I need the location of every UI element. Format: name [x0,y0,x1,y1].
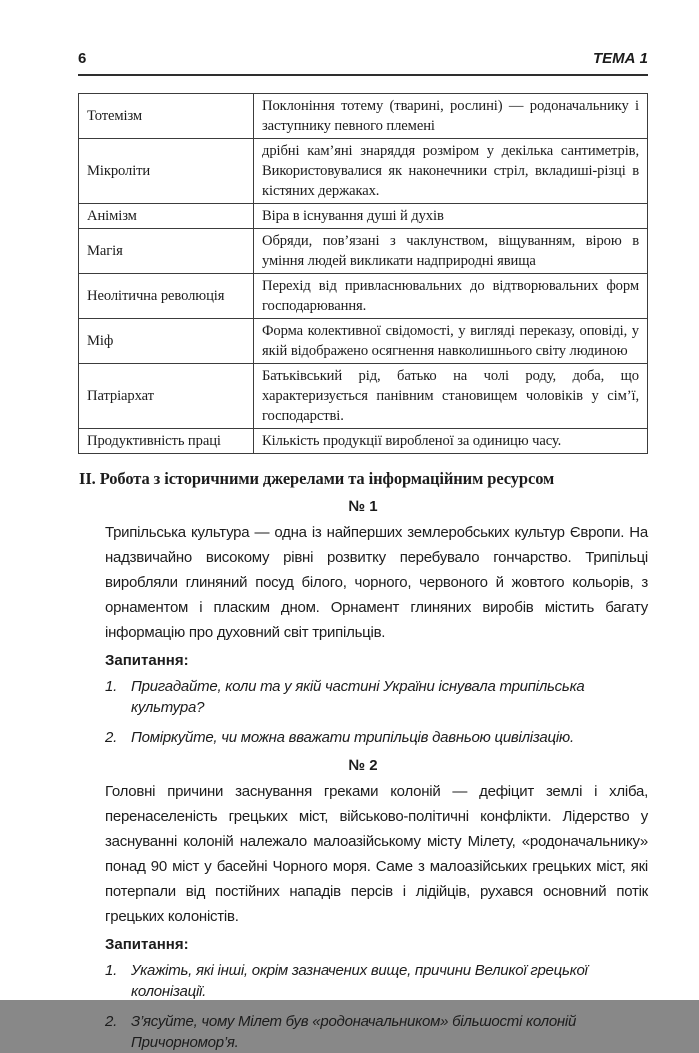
question-number: 1. [105,678,118,695]
table-row [79,229,648,274]
questions-label: Запитання: [105,936,189,953]
term-cell: Продуктивність праці [79,429,254,454]
theme-label: ТЕМА 1 [592,50,648,67]
term-cell: Анімізм [79,204,254,229]
definition-cell: Віра в існування душі й духів [254,204,648,229]
table-row [79,274,648,319]
definition-cell: Батьківський рід, батько на чолі роду, доба, що характеризується панівним становищем чоловіків у сім’ї, господарстві. [254,364,648,429]
exercise-block-2 [78,757,648,1053]
question-number: 1. [105,962,118,979]
list-item [105,1011,648,1053]
term-cell: Магія [79,229,254,274]
question-number: 2. [105,729,118,746]
exercise-text: Головні причини заснування греками колоній — дефіцит землі і хліба, перенаселеність грецьких міст, військово-політичні конфлікти. Лідерство у заснуванні колоній належало малоазійському місту Мілету, «родоначальнику» понад 90 міст у басейні Чорного моря. Саме з малоазійських грецьких міст, які потерпали від постійних нападів персів і лідійців, рухався основний потік грецьких колоністів. [105,783,648,925]
table-row [79,319,648,364]
question-text: Укажіть, які інші, окрім зазначених вище, причини Великої грецької колонізації. [131,962,588,1000]
definition-cell: Перехід від привласнювальних до відтворювальних форм господарювання. [254,274,648,319]
term-cell: Тотемізм [79,94,254,139]
list-item [105,727,648,748]
exercise-number: № 2 [348,757,378,774]
exercise-block-1 [78,498,648,748]
questions-list [105,960,648,1053]
question-text: Пригадайте, коли та у якій частині України існувала трипільська культура? [131,678,585,716]
definition-cell: Кількість продукції виробленої за одиницю часу. [254,429,648,454]
question-text: З’ясуйте, чому Мілет був «родоначальником» більшості колоній Причорномор’я. [131,1013,577,1051]
page-number: 6 [78,50,87,67]
question-text: Поміркуйте, чи можна вважати трипільців давньою цивілізацію. [131,729,574,746]
term-cell: Мікроліти [79,139,254,204]
glossary-table [78,93,648,454]
question-number: 2. [105,1013,118,1030]
table-row [79,139,648,204]
term-cell: Неолітична революція [79,274,254,319]
table-row [79,94,648,139]
questions-label: Запитання: [105,652,189,669]
definition-cell: Поклоніння тотему (тварині, рослині) — родоначальнику і заступнику певного племені [254,94,648,139]
running-head [78,50,648,76]
questions-list [105,676,648,748]
exercise-number: № 1 [348,498,378,515]
definition-cell: Форма колективної свідомості, у вигляді переказу, оповіді, у якій відображено осягнення навколишнього світу людиною [254,319,648,364]
exercise-text: Трипільська культура — одна із найперших землеробських культур Європи. На надзвичайно високому рівні розвитку перебувало гончарство. Трипільці виробляли глиняний посуд білого, чорного, червоного й жовтого кольорів, з орнаментом і пласким дном. Орнамент глиняних виробів містить багату інформацію про духовний світ трипільців. [105,524,648,641]
section-heading: ІІ. Робота з історичними джерелами та інформаційним ресурсом [79,469,555,488]
list-item [105,676,648,718]
term-cell: Патріархат [79,364,254,429]
term-cell: Міф [79,319,254,364]
list-item [105,960,648,1002]
table-row [79,204,648,229]
table-row [79,429,648,454]
table-row [79,364,648,429]
definition-cell: дрібні кам’яні знаряддя розміром у декілька сантиметрів, Використовувалися як наконечники стріл, вкладиші-різці в кістяних держаках. [254,139,648,204]
definition-cell: Обряди, пов’язані з чаклунством, віщуванням, вірою в уміння людей викликати надприродні явища [254,229,648,274]
